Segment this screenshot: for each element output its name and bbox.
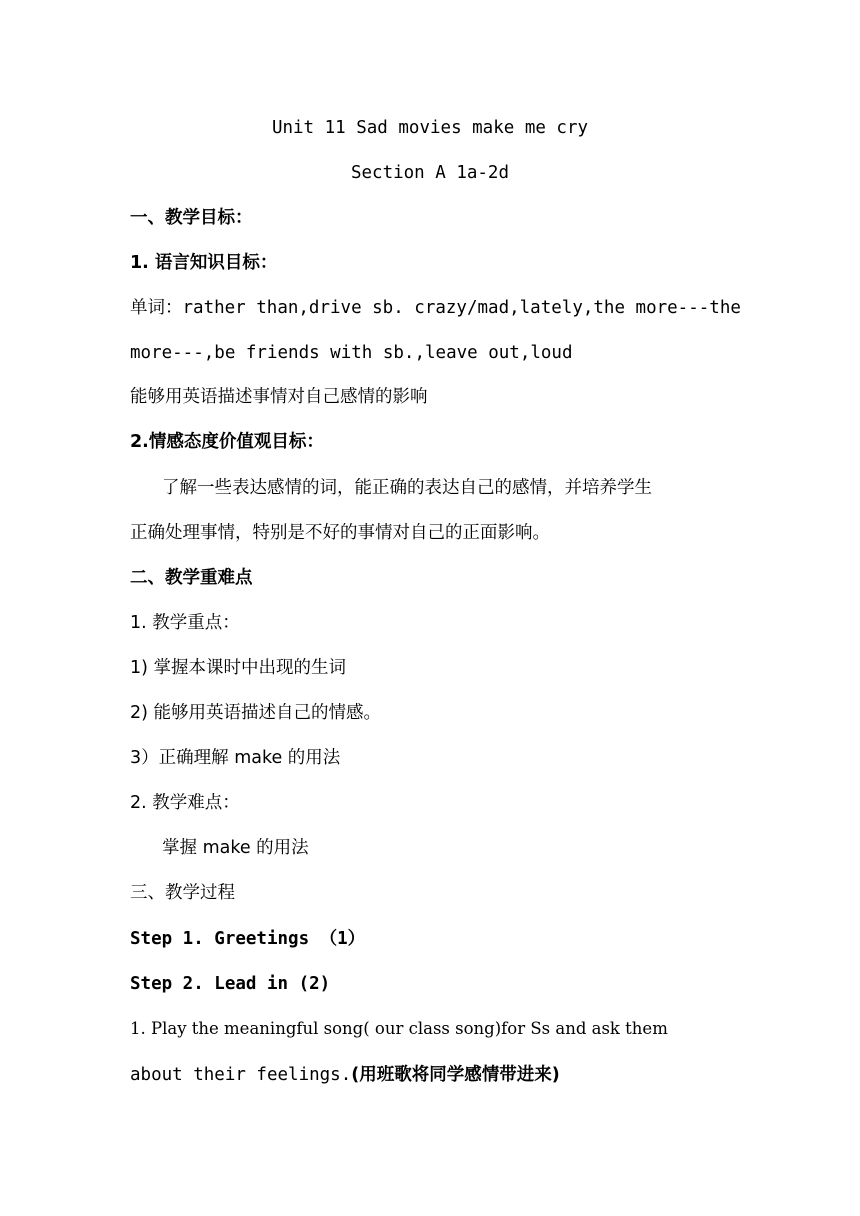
vocab-line-1: 单词：rather than,drive sb. crazy/mad,lately,the more---the	[130, 298, 741, 318]
key-points-heading: 1. 教学重点：	[130, 613, 240, 633]
play-song-line-2-en: about their feelings.	[130, 1065, 352, 1085]
section-heading-process: 三、教学过程	[130, 883, 235, 903]
section-heading-key-points: 二、教学重难点	[130, 568, 253, 588]
page-subtitle: Section A 1a-2d	[350, 163, 510, 183]
section-heading-objectives: 一、教学目标：	[130, 208, 253, 228]
emotion-goal-line-2: 正确处理事情，特别是不好的事情对自己的正面影响。	[130, 523, 550, 543]
subheading-emotion-goals: 2.情感态度价值观目标：	[130, 432, 324, 452]
emotion-goal-line-1: 了解一些表达感情的词，能正确的表达自己的感情，并培养学生	[162, 478, 652, 498]
page-title: Unit 11 Sad movies make me cry	[271, 118, 589, 138]
difficulty-heading: 2. 教学难点：	[130, 793, 240, 813]
step-2: Step 2. Lead in (2)	[130, 974, 331, 994]
key-point-3: 3）正确理解 make 的用法	[130, 748, 341, 768]
key-point-2: 2) 能够用英语描述自己的情感。	[130, 703, 382, 723]
play-song-line-1: 1. Play the meaningful song( our class song)for Ss and ask them	[130, 1019, 668, 1038]
difficulty-1: 掌握 make 的用法	[162, 838, 309, 858]
vocab-line-2: more---,be friends with sb.,leave out,loud	[130, 343, 573, 363]
step-1: Step 1. Greetings （1）	[130, 929, 366, 949]
play-song-line-2	[130, 1062, 560, 1087]
key-point-1: 1) 掌握本课时中出现的生词	[130, 658, 347, 678]
subheading-language-goals: 1. 语言知识目标：	[130, 253, 278, 273]
ability-goal: 能够用英语描述事情对自己感情的影响	[130, 387, 428, 407]
play-song-line-2-cn: (用班歌将同学感情带进来)	[351, 1065, 560, 1085]
